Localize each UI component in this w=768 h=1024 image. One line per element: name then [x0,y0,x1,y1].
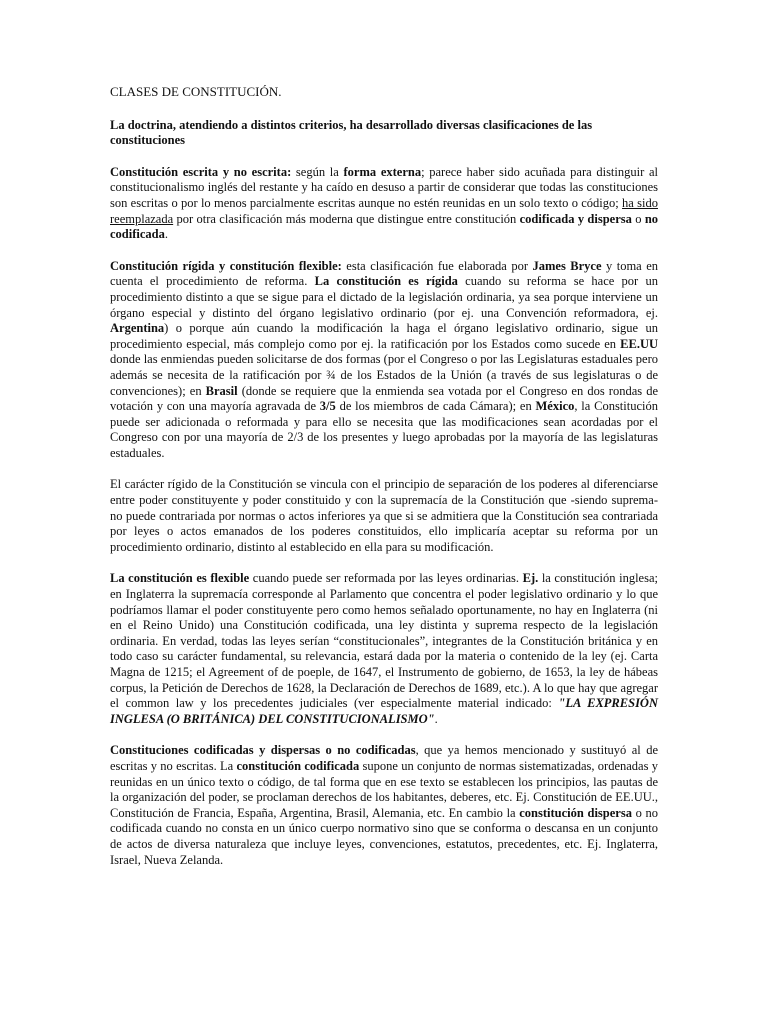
paragraph-rigida-flexible [110,259,658,462]
paragraph-flexible [110,571,658,727]
text: , que ya hemos mencionado y sustituyó al de escritas y no escritas. La [110,743,658,773]
text: esta clasificación fue elaborada por [341,258,533,273]
paragraph-caracter-rigido: El carácter rígido de la Constitución se vincula con el principio de separación de los poderes al diferenciarse entre poder constituyente y poder constituido y con la supremacía de la Constitución que -siendo suprema- no puede contrariada por normas o actos inferiores ya que si se admitiera que la Constitución sea contrariada por leyes o actos emanados de los poderes constituidos, ello implicaría aceptar su reforma por un procedimiento ordinario, distinto al establecido en ella para su modificación. [110,477,658,554]
bold-text: Brasil [205,383,238,398]
bold-text: México [535,399,575,414]
text: o [631,211,645,226]
text: ) o porque aún cuando la modificación la haga el órgano legislativo ordinario, sigue un procedimiento especial, más complejo como por ej. la ratificación por los Estados como sucede en [110,321,658,351]
text: donde las enmiendas pueden solicitarse de dos formas (por el Congreso o por las Legislaturas estaduales pero además se necesita de la ratificación por ¾ de los Estados de la Unión (a través de sus legislaturas o de convenciones); en [110,352,658,398]
underlined-text: ha sido reemplazada [110,195,658,226]
text: . [164,227,168,242]
text: de los miembros de cada Cámara); en [335,399,536,414]
document-title: CLASES DE CONSTITUCIÓN. [110,84,282,99]
bold-text: codificada y dispersa [519,211,632,226]
text: la constitución inglesa; en Inglaterra la supremacía corresponde al Parlamento que concentra el poder legislativo ordinario y lo que podríamos llamar el poder constituyente pero como hemos señalado oportunamente, no hay en Inglaterra (ni en el Reino Unido) una Constitución codificada, una ley distinta y suprema respecto de la legislación ordinaria. En verdad, todas las leyes serían “constitucionales”, integrantes de la Constitución británica y en todo caso su carácter fundamental, su relevancia, estará dada por la materia o contenido de la ley (ej. Carta Magna de 1215; el Agreement of de poeple, de 1647, el Instrumento de gobierno, de 1653, la ley de hábeas corpus, la Petición de Derechos de 1628, la Declaración de Derechos de 1689, etc.). A lo que hay que agregar el common law y los precedentes judiciales (ver especialmente material indicado: [110,571,658,711]
heading-codificadas: Constituciones codificadas y dispersas o no codificadas [110,743,416,758]
paragraph-codificadas [110,743,658,868]
document-page [110,84,658,884]
text: ; parece haber sido acuñada para distinguir al constitucionalismo inglés del restante y ha caído en desuso a partir de considerar que todas las constituciones son escritas o por lo menos parcialmente escritas aunque no estén reunidas en un solo texto o código; [110,164,658,210]
text: y toma en cuenta el procedimiento de reforma. [110,258,659,289]
intro-paragraph: La doctrina, atendiendo a distintos criterios, ha desarrollado diversas clasificaciones de las constituciones [110,117,593,148]
text: supone un conjunto de normas sistematizadas, ordenadas y reunidas en un único texto o código, de tal forma que en ese texto se establecen los principios, las pautas de la organización del poder, se proclaman derechos de los habitantes, deberes, etc. Ej. Constitución de EE.UU., Constitución de Francia, España, Argentina, Brasil, Alemania, etc. En cambio la [110,758,658,820]
bold-text: 3/5 [319,399,336,414]
text: . [434,711,438,726]
text: o no codificada cuando no consta en un único cuerpo normativo sino que se conforma o descansa en un conjunto de actos de diversa naturaleza que incluye leyes, convenciones, estatutos, precedentes, etc. Ej. Inglaterra, Israel, Nueva Zelanda. [110,805,658,867]
bold-text: La constitución es rígida [314,274,458,289]
text: por otra clasificación más moderna que distingue entre constitución [173,211,520,226]
bold-text: forma externa [343,164,422,179]
bold-text: Ej. [522,571,539,586]
heading-flexible: La constitución es flexible [110,571,250,586]
bold-text: constitución dispersa [519,805,632,820]
bold-text: EE.UU [620,336,658,351]
heading-escrita: Constitución escrita y no escrita: [110,164,292,179]
text: cuando su reforma se hace por un procedimiento distinto a que se sigue para el dictado de la legislación ordinaria, ya sea porque interviene un órgano especial y distinto del órgano legislativo ordinario (por ej. una Convención reformadora, ej. [110,274,658,320]
paragraph-escrita-no-escrita [110,165,658,243]
bold-text: Argentina [110,321,165,336]
text: , la Constitución puede ser adicionada o reformada y para ello se necesita que las modificaciones sean acordadas por el Congreso con por una mayoría de 2/3 de los presentes y luego aprobadas por la mayoría de las legislaturas estaduales. [110,399,658,460]
bold-text: no codificada [110,211,659,242]
text: según la [291,164,344,179]
text: cuando puede ser reformada por las leyes ordinarias. [249,571,523,586]
text: (donde se requiere que la enmienda sea votada por el Congreso en dos rondas de votación y con una mayoría agravada de [110,383,659,414]
bold-text: constitución codificada [236,758,360,773]
bold-text: James Bryce [532,258,602,273]
heading-rigida: Constitución rígida y constitución flexible: [110,258,342,273]
italic-reference: "LA EXPRESIÓN INGLESA (O BRITÁNICA) DEL CONSTITUCIONALISMO" [110,696,658,726]
